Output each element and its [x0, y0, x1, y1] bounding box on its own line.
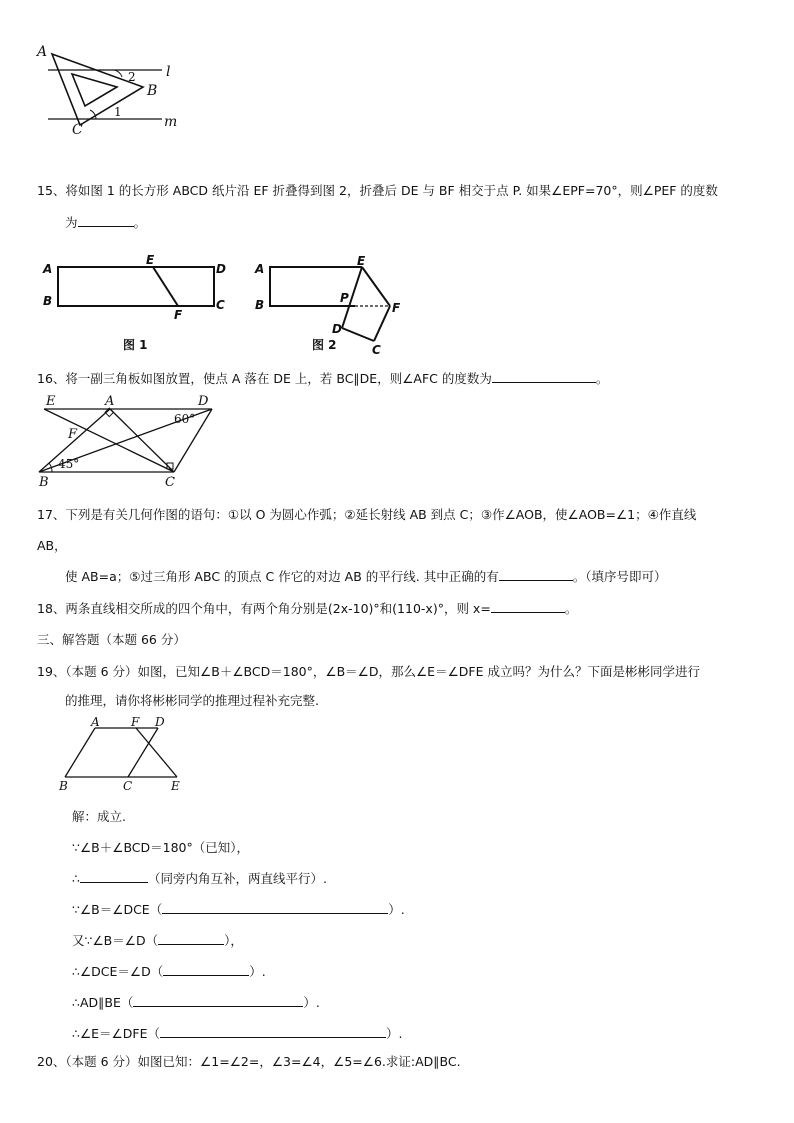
- q19-step-7-blank[interactable]: [133, 994, 303, 1007]
- q19-step-5: [72, 931, 243, 949]
- q19-step-6-blank[interactable]: [163, 963, 249, 976]
- segment-dc: [342, 328, 374, 341]
- segment-dc: [128, 728, 158, 777]
- inner-triangle: [72, 74, 117, 106]
- label-45-degrees: 45°: [58, 457, 80, 471]
- label-m: m: [164, 114, 178, 130]
- label-60-degrees: 60°: [174, 412, 196, 426]
- label-angle-1: 1: [114, 105, 122, 119]
- label-A: A: [43, 262, 53, 276]
- q16-prompt: 16、将一副三角板如图放置，使点 A 落在 DE 上，若 BC∥DE，则∠AFC 的度数为: [37, 371, 492, 386]
- q19-step-7-prefix: ∴AD∥BE（: [72, 995, 134, 1010]
- q19-step-2: ∵∠B＋∠BCD＝180°（已知），: [72, 840, 250, 855]
- segment-ab: [65, 728, 95, 777]
- q17-answer-blank[interactable]: [499, 568, 573, 581]
- q19-step-4-suffix: ）.: [388, 902, 405, 917]
- q19-step-6-suffix: ）.: [249, 964, 266, 979]
- label-D: D: [216, 262, 226, 276]
- q19-step-1: 解：成立.: [72, 809, 126, 824]
- label-angle-2: 2: [128, 70, 136, 84]
- triangle-abc: [52, 54, 143, 125]
- label-E: E: [46, 394, 56, 409]
- q17-line2: AB，: [37, 538, 67, 553]
- label-B: B: [43, 294, 53, 308]
- label-D: D: [155, 715, 165, 729]
- q15-figure-2: [250, 252, 420, 357]
- q19-step-8-prefix: ∴∠E＝∠DFE（: [72, 1026, 160, 1041]
- label-F: F: [174, 308, 183, 322]
- q18-suffix: 。: [564, 601, 578, 616]
- rectangle-abcd: [58, 267, 214, 306]
- q19-step-8-suffix: ）.: [385, 1026, 403, 1041]
- q19-step-4: [72, 900, 405, 918]
- label-B: B: [59, 779, 68, 793]
- q15-figure-1: [38, 252, 238, 357]
- q16-text: [37, 369, 608, 387]
- q16-figure-set-squares: [34, 392, 224, 492]
- label-B: B: [147, 83, 158, 99]
- q19-step-5-prefix: 又∵∠B＝∠D（: [72, 933, 159, 948]
- q19-step-4-prefix: ∵∠B＝∠DCE（: [72, 902, 163, 917]
- label-C: C: [72, 122, 83, 135]
- q15-text-line1: 15、将如图 1 的长方形 ABCD 纸片沿 EF 折叠得到图 2，折叠后 DE 与 BF 相交于点 P. 如果∠EPF=70°，则∠PEF 的度数: [37, 183, 718, 198]
- label-A: A: [255, 262, 265, 276]
- q19-step-3-blank[interactable]: [80, 870, 148, 883]
- label-E: E: [357, 254, 366, 268]
- q17-suffix: 。（填序号即可）: [572, 569, 667, 584]
- figure-parallel-lines-triangle: [30, 40, 190, 135]
- label-F: F: [392, 301, 401, 315]
- q19-line1: 19、（本题 6 分）如图，已知∠B＋∠BCD＝180°，∠B＝∠D，那么∠E＝∠DFE 成立吗？为什么？下面是彬彬同学进行: [37, 664, 700, 679]
- q19-step-5-blank[interactable]: [158, 932, 224, 945]
- section-3-heading: 三、解答题（本题 66 分）: [37, 632, 186, 647]
- q17-line1: 17、下列是有关几何作图的语句：①以 O 为圆心作弧；②延长射线 AB 到点 C；③作∠AOB，使∠AOB=∠1；④作直线: [37, 507, 697, 522]
- label-E: E: [146, 253, 155, 267]
- q16-suffix: 。: [595, 371, 609, 386]
- segment-ef: [362, 267, 390, 306]
- q17-prompt: 使 AB=a；⑤过三角形 ABC 的顶点 C 作它的对边 AB 的平行线. 其中正确的有: [65, 569, 499, 584]
- segment-fe: [136, 728, 177, 777]
- figure-2-caption: 图 2: [312, 338, 337, 352]
- q19-step-3: [72, 869, 327, 887]
- segment-ef: [153, 267, 178, 306]
- label-C: C: [216, 298, 225, 312]
- q19-line2: 的推理，请你将彬彬同学的推理过程补充完整.: [65, 693, 319, 708]
- q18-text: [37, 599, 577, 617]
- q18-answer-blank[interactable]: [491, 600, 565, 613]
- q15-suffix: 。: [133, 215, 147, 230]
- label-D: D: [332, 322, 342, 336]
- label-B: B: [255, 298, 265, 312]
- label-C: C: [165, 475, 175, 490]
- q19-step-8-blank[interactable]: [160, 1025, 386, 1038]
- q19-step-6-prefix: ∴∠DCE＝∠D（: [72, 964, 164, 979]
- label-D: D: [198, 394, 209, 409]
- q19-step-4-blank[interactable]: [162, 901, 388, 914]
- q19-step-7: [72, 993, 320, 1011]
- q19-step-3-reason: （同旁内角互补，两直线平行）.: [147, 871, 327, 886]
- q19-step-7-suffix: ）.: [303, 995, 320, 1010]
- label-F: F: [68, 427, 78, 442]
- q19-figure-parallelogram: [55, 715, 195, 795]
- q19-step-3-prefix: ∴: [72, 871, 80, 886]
- segment-ac: [110, 409, 174, 472]
- q18-prompt: 18、两条直线相交所成的四个角中，有两个角分别是(2x-10)°和(110-x)°，则 x=: [37, 601, 491, 616]
- segment-cf: [374, 306, 390, 341]
- label-P: P: [340, 291, 349, 305]
- q20-text: 20、（本题 6 分）如图已知：∠1=∠2=，∠3=∠4，∠5=∠6.求证:AD∥BC.: [37, 1054, 461, 1069]
- label-F: F: [131, 715, 140, 729]
- label-E: E: [171, 779, 180, 793]
- label-C: C: [372, 343, 381, 357]
- label-A: A: [105, 394, 115, 409]
- q19-step-8: [72, 1024, 402, 1042]
- q19-step-5-suffix: ），: [224, 933, 243, 948]
- q16-answer-blank[interactable]: [492, 370, 596, 383]
- label-l: l: [166, 64, 171, 80]
- q17-line3: [65, 567, 666, 585]
- label-B: B: [39, 475, 49, 490]
- q15-prefix: 为: [65, 215, 78, 230]
- q15-text-line2: [65, 213, 146, 231]
- label-C: C: [123, 779, 133, 793]
- figure-1-caption: 图 1: [123, 338, 148, 352]
- angle-2-arc: [114, 70, 122, 77]
- label-A: A: [37, 44, 48, 60]
- label-A: A: [91, 715, 100, 729]
- q19-step-6: [72, 962, 266, 980]
- q15-answer-blank[interactable]: [78, 214, 134, 227]
